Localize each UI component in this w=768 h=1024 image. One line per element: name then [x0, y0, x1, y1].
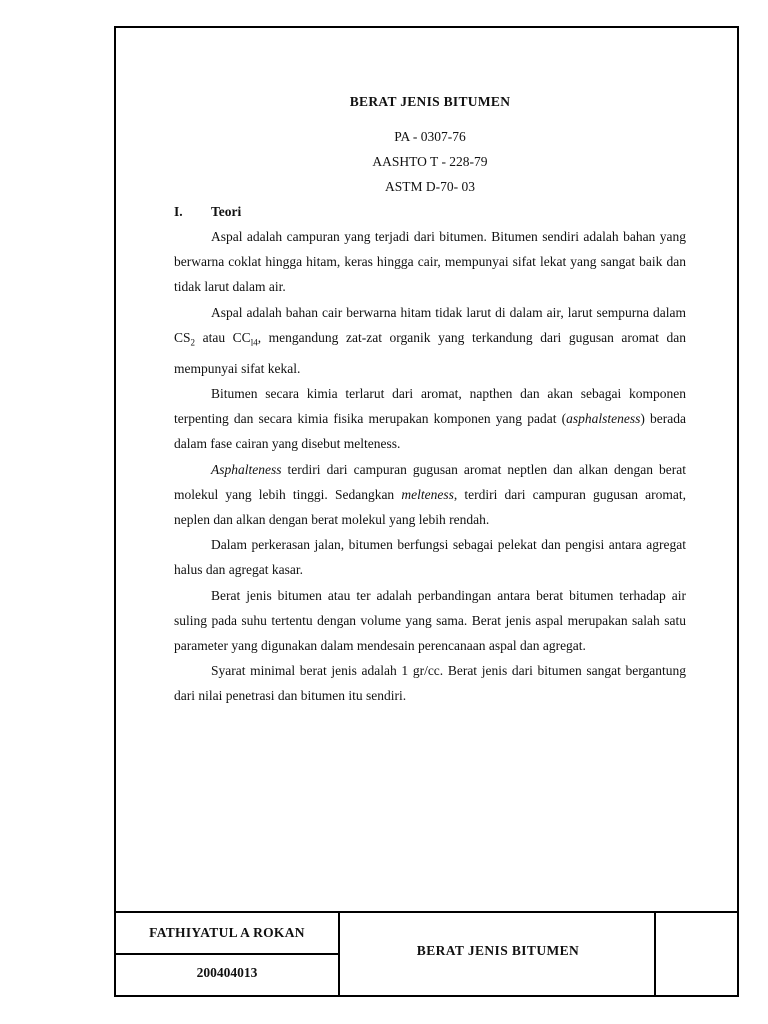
standard-codes	[174, 124, 686, 199]
p3-italic: asphalsteness	[566, 411, 641, 427]
footer-title: BERAT JENIS BITUMEN	[416, 943, 580, 958]
author-name: FATHIYATUL A ROKAN	[149, 925, 305, 940]
paragraph-7: Syarat minimal berat jenis adalah 1 gr/cc. Berat jenis dari bitumen sangat bergantung dari nilai penetrasi dan bitumen itu sendiri.	[174, 663, 686, 704]
p2-text-b: atau CC	[195, 329, 251, 345]
paragraph-1: Aspal adalah campuran yang terjadi dari bitumen. Bitumen sendiri adalah bahan yang berwarna coklat hingga hitam, keras hingga cair, mempunyai sifat lekat yang sangat baik dan tidak larut dalam air.	[174, 229, 686, 295]
footer-empty-cell	[654, 911, 739, 997]
document-title: BERAT JENIS BITUMEN	[349, 94, 511, 109]
footer-author-cell	[114, 911, 340, 997]
p3-text-a: Bitumen secara kimia terlarut dari aromat, napthen dan akan sebagai komponen terpenting dan secara kimia fisika merupakan komponen yang padat (	[174, 385, 686, 427]
code-pa: PA - 0307-76	[394, 129, 466, 144]
document-body	[174, 90, 686, 709]
paragraph-4	[174, 457, 686, 533]
p2-text-c: , mengandung zat-zat organik yang terkandung dari gugusan aromat dan mempunyai sifat kekal.	[174, 329, 686, 376]
p2-subscript-1: 2	[190, 337, 196, 348]
section-title: Teori	[211, 204, 242, 219]
footer-divider	[114, 953, 340, 955]
p2-subscript-2: l4	[250, 337, 258, 348]
code-astm: ASTM D-70- 03	[385, 179, 475, 194]
p4-text-a: terdiri dari campuran gugusan aromat neptlen dan alkan dengan berat molekul yang lebih tinggi. Sedangkan	[174, 461, 686, 502]
paragraph-5: Dalam perkerasan jalan, bitumen berfungsi sebagai pelekat dan pengisi antara agregat halus dan agregat kasar.	[174, 537, 686, 578]
p4-italic-2: melteness	[401, 486, 454, 502]
paragraph-2	[174, 300, 686, 381]
footer-table	[114, 911, 739, 997]
p4-italic-1: Asphalteness	[211, 461, 282, 477]
p3-text-b: ) berada dalam fase cairan yang disebut melteness.	[174, 411, 686, 452]
section-heading	[174, 199, 686, 224]
code-aashto: AASHTO T - 228-79	[372, 154, 488, 169]
section-number: I.	[174, 204, 183, 219]
paragraph-6: Berat jenis bitumen atau ter adalah perbandingan antara berat bitumen terhadap air suling pada suhu tertentu dengan volume yang sama. Berat jenis aspal merupakan salah satu parameter yang digunakan dalam mendesain perencanaan aspal dan agregat.	[174, 587, 686, 653]
author-id: 200404013	[196, 965, 258, 980]
p2-text-a: Aspal adalah bahan cair berwarna hitam tidak larut di dalam air, larut sempurna dalam CS	[174, 304, 686, 345]
p4-text-b: , terdiri dari campuran gugusan aromat, neplen dan alkan dengan berat molekul yang lebih rendah.	[174, 486, 686, 527]
paragraph-3	[174, 381, 686, 457]
